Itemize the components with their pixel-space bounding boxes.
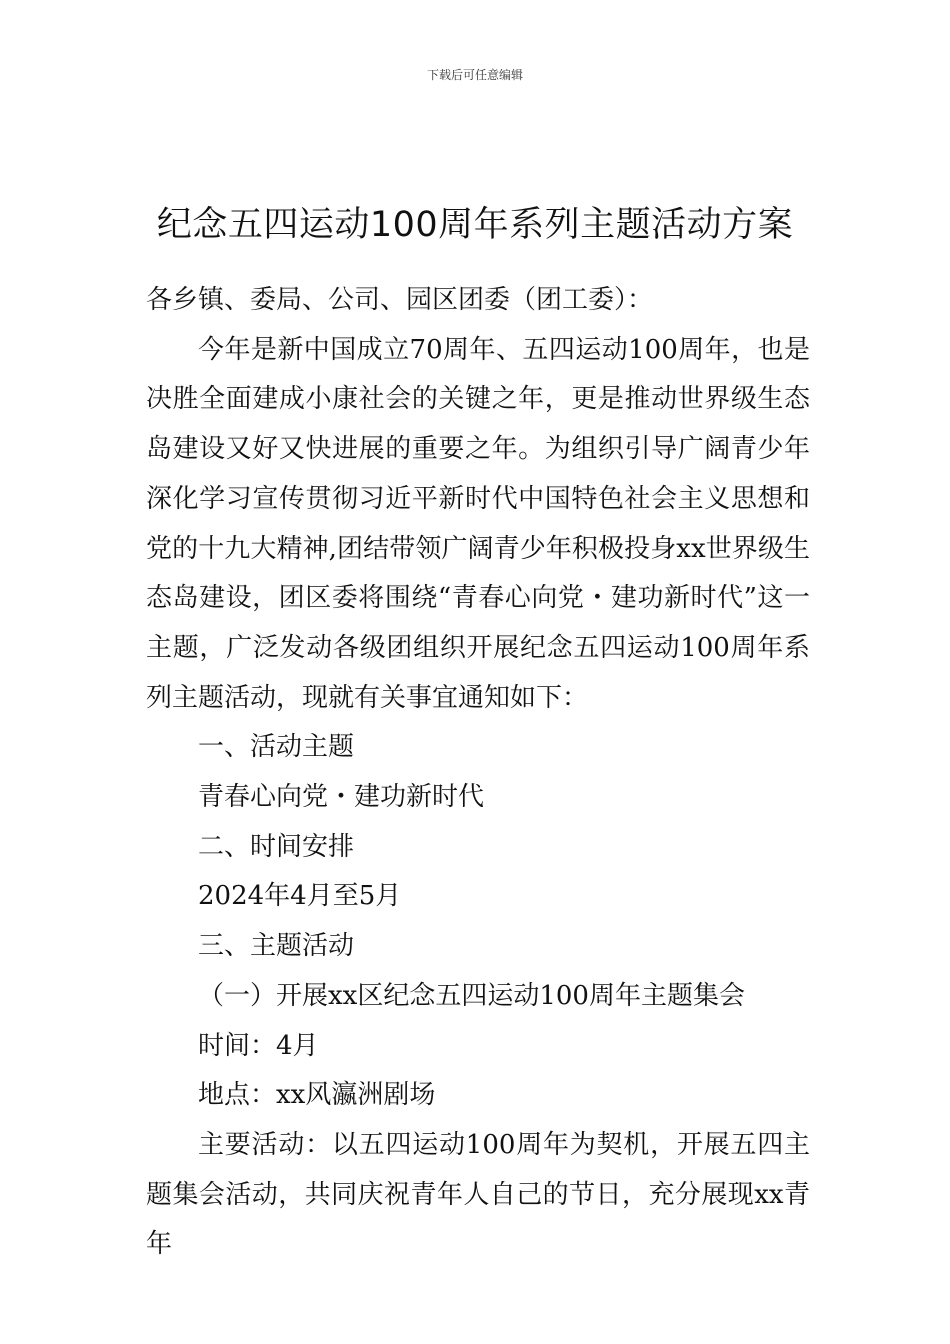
section-content-schedule: 2024年4月至5月 bbox=[198, 881, 402, 912]
rally-place: 地点：xx风瀛洲剧场 bbox=[198, 1080, 436, 1111]
rally-activity: 主要活动：以五四运动100周年为契机，开展五四主题集会活动，共同庆祝青年人自己的节日，充分展现xx青年 bbox=[146, 1129, 810, 1260]
header-note: 下载后可任意编辑 bbox=[426, 68, 523, 82]
subsection-heading-rally: （一）开展xx区纪念五四运动100周年主题集会 bbox=[198, 980, 745, 1011]
section-heading-theme: 一、活动主题 bbox=[198, 732, 355, 763]
document-body bbox=[146, 276, 810, 1270]
rally-time: 时间：4月 bbox=[198, 1030, 319, 1061]
section-heading-schedule: 二、时间安排 bbox=[198, 831, 355, 862]
section-content-theme: 青春心向党・建功新时代 bbox=[198, 782, 485, 813]
salutation: 各乡镇、委局、公司、园区团委（团工委）： bbox=[146, 285, 654, 315]
intro-paragraph: 今年是新中国成立70周年、五四运动100周年，也是决胜全面建成小康社会的关键之年，更是推动世界级生态岛建设又好又快进展的重要之年。为组织引导广阔青少年深化学习宣传贯彻习近平新时代中国特色社会主义思想和党的十九大精神,团结带领广阔青少年积极投身xx世界级生态岛建设，团区委将围绕“青春心向党・建功新时代”这一主题，广泛发动各级团组织开展纪念五四运动100周年系列主题活动，现就有关事宜通知如下： bbox=[146, 334, 810, 713]
section-heading-activities: 三、主题活动 bbox=[198, 931, 355, 962]
document-title: 纪念五四运动100周年系列主题活动方案 bbox=[156, 205, 794, 246]
